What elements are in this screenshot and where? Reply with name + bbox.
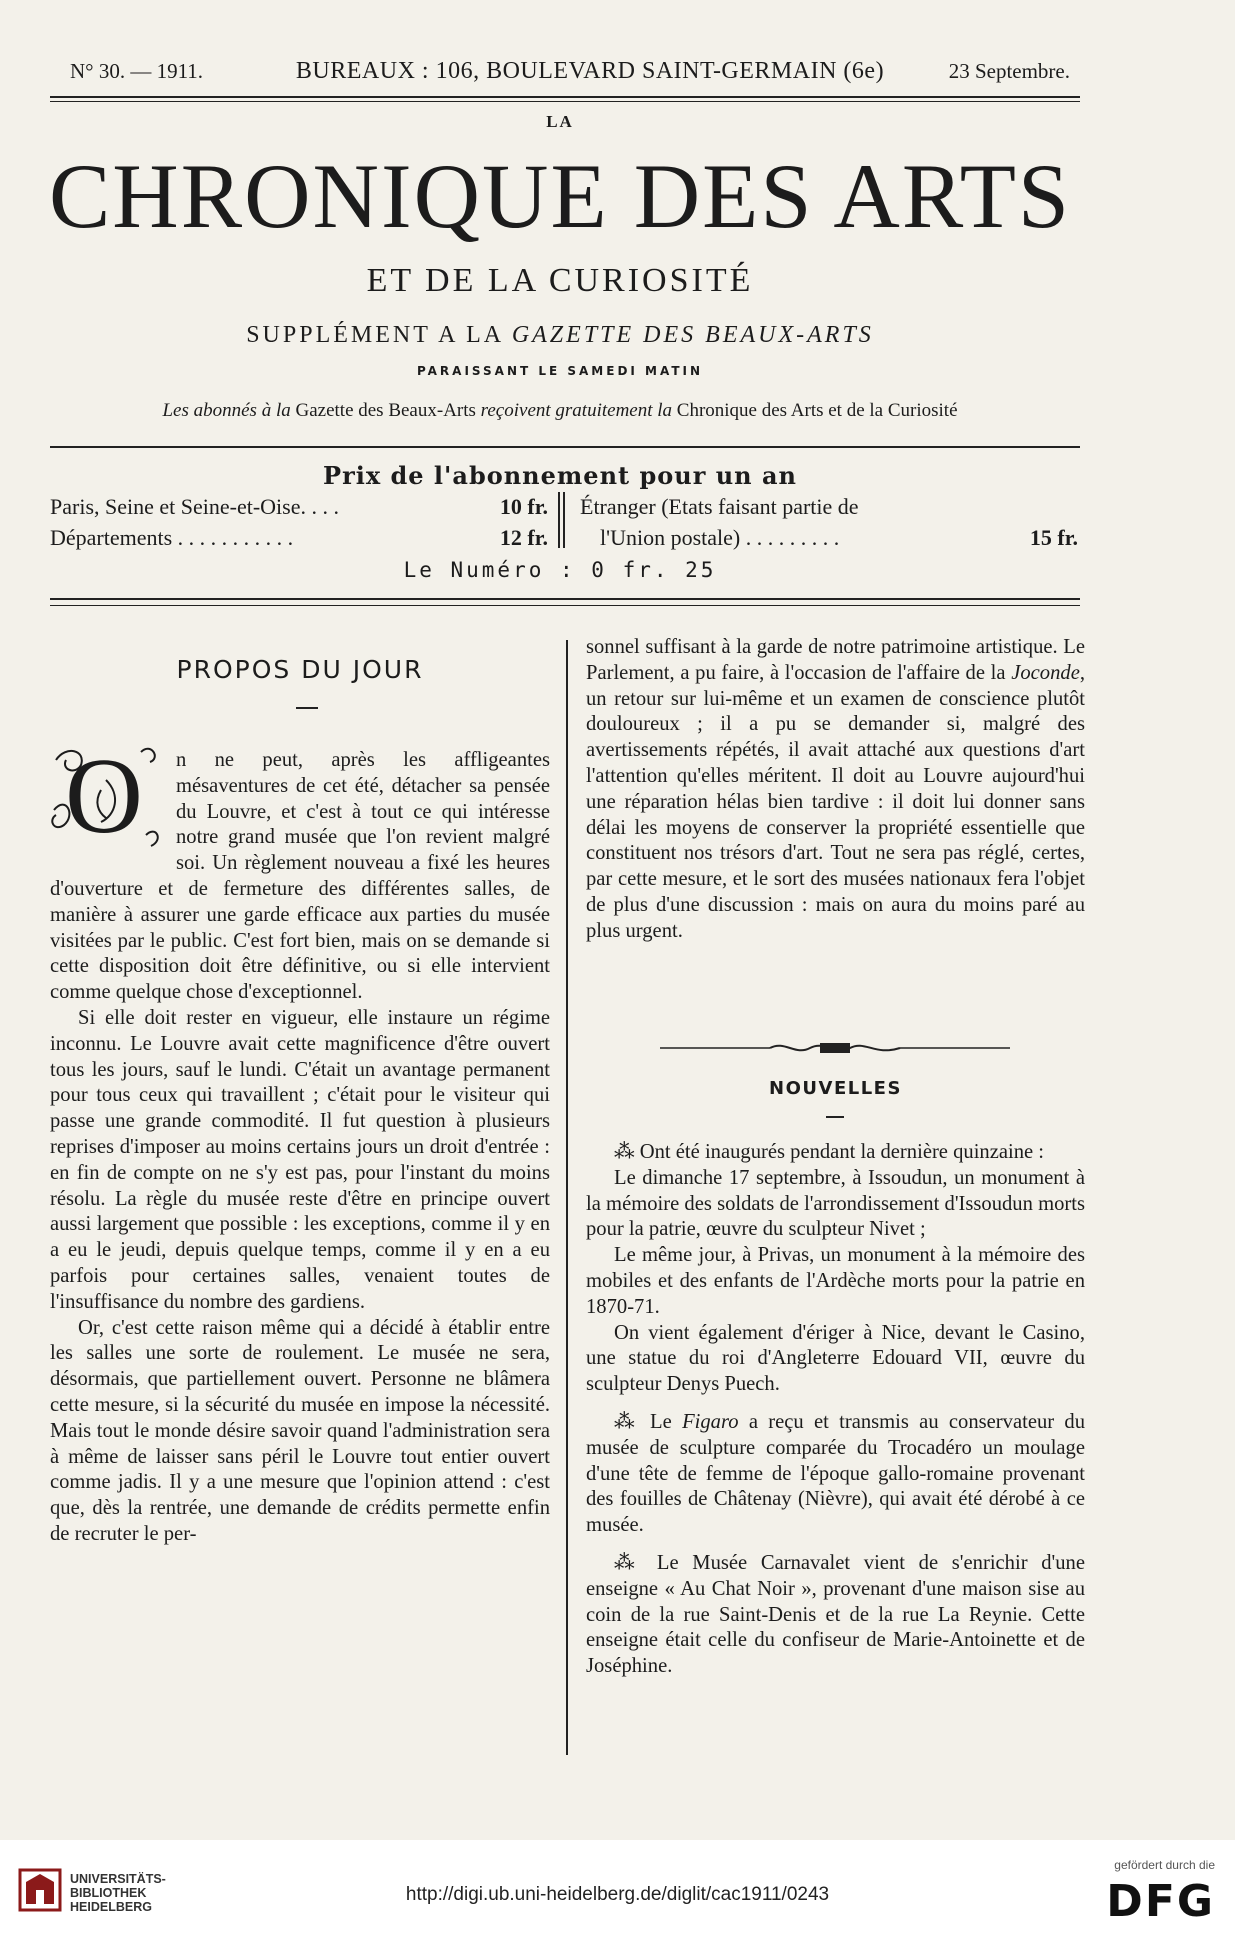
propos-column-right: [586, 635, 1085, 945]
nouvelles-item-1: [586, 1140, 1085, 1166]
digitization-footer: [0, 1840, 1235, 1941]
propos-p1-text: n ne peut, après les affligeantes mésaventures de cet été, détacher sa pensée du Louvre, et c'est à tout ce qui intéresse notre grand musée que l'on revient malgré soi. Un règlement nouveau a fixé les heures d'ouverture et de fermeture des différentes salles, de manière à assurer une garde efficace aux parties du musée visitées par le public. C'est fort bien, mais on se demande si cette disposition doit être définitive, ou si elle intervient comme quelque chose d'exceptionnel.: [50, 749, 550, 1004]
abonnes-part-1: Les abonnés à la: [162, 400, 291, 421]
column-separator: [566, 640, 568, 1755]
propos-p4-prefix: sonnel suffisant à la garde de notre patrimoine artistique. Le Parlement, a pu faire, à l'occasion de l'affaire de la: [586, 636, 1085, 684]
propos-column-left: [50, 740, 550, 1548]
masthead-la: LA: [546, 112, 574, 131]
abonnes-line: [40, 400, 1080, 422]
dfg-logo: DFG: [1106, 1876, 1215, 1927]
etranger-label-2: l'Union postale) . . . . . . . . .: [600, 525, 840, 550]
propos-p4-italic: Joconde: [1011, 661, 1080, 684]
nouvelles-item-3: Le même jour, à Privas, un monument à la mémoire des mobiles et des enfants de l'Ardèche morts pour la patrie en 1870-71.: [586, 1244, 1085, 1318]
issue-date: 23 Septembre.: [948, 59, 1070, 83]
supplement-line: [40, 322, 1080, 349]
bureaux-address: BUREAUX : 106, BOULEVARD SAINT-GERMAIN (6e): [295, 58, 885, 84]
price-top-rule: [50, 446, 1080, 448]
funding-note: gefördert durch die: [1114, 1858, 1215, 1872]
supplement-prefix: SUPPLÉMENT A LA: [246, 322, 503, 348]
propos-paragraph-2: Si elle doit rester en vigueur, elle instaure un régime inconnu. Le Louvre avait cette magnificence d'être ouvert tous les jours, sauf le lundi. C'était un avantage permanent pour tous ceux qui travaillent ; c'était pour le visiteur qui passe une grande commodité. Il fut question à plusieurs reprises d'imposer au moins certains jours un droit d'entrée : en fin de compte on ne s'y est pas, pour l'instant du moins résolu. La règle du musée reste d'être en principe ouvert aussi largement que possible : les exceptions, comme il y en a eu le jeudi, depuis quelque temps, comme il y en a eu parfois pour certaines salles, venaient toutes de l'insuffisance du nombre des gardiens.: [50, 1006, 550, 1313]
masthead-subtitle: ET DE LA CURIOSITÉ: [366, 262, 754, 299]
nouvelles-item-4: On vient également d'ériger à Nice, devant le Casino, une statue du roi d'Angleterre Edouard VII, œuvre du sculpteur Denys Puech.: [586, 1321, 1085, 1396]
propos-dash: [296, 707, 318, 709]
supplement-gazette: GAZETTE DES BEAUX-ARTS: [511, 322, 874, 348]
asterism-icon: ⁂: [614, 1141, 635, 1163]
paraissant-line: PARAISSANT LE SAMEDI MATIN: [416, 364, 704, 378]
propos-paragraph-1: [50, 740, 550, 1006]
nouvelles-item-5-italic: Figaro: [682, 1410, 739, 1433]
nouvelles-dash: [826, 1116, 844, 1118]
nouvelles-item-5-suffix: a reçu et transmis au conservateur du musée de sculpture comparée du Trocadéro un moulage d'une tête de femme de l'époque gallo-romaine provenant des fouilles de Châtenay (Nièvre), qui avait été dérobé à ce musée.: [586, 1410, 1085, 1537]
nouvelles-item-2: Le dimanche 17 septembre, à Issoudun, un monument à la mémoire des soldats de l'arrondissement d'Issoudun morts pour la patrie, œuvre du sculpteur Nivet ;: [586, 1166, 1085, 1241]
numero-price: Le Numéro : 0 fr. 25: [403, 558, 717, 582]
university-line-3: HEIDELBERG: [70, 1900, 152, 1914]
asterism-icon: ⁂: [614, 1410, 640, 1433]
university-line-2: BIBLIOTHEK: [70, 1886, 147, 1900]
nouvelles-item-1-text: Ont été inaugurés pendant la dernière quinzaine :: [639, 1141, 1045, 1163]
price-bottom-rule: [50, 598, 1080, 600]
dropcap-letter: O: [65, 740, 143, 852]
masthead-title: CHRONIQUE DES ARTS: [48, 145, 1072, 247]
nouvelles-item-6-text: Le Musée Carnavalet vient de s'enrichir d'une enseigne « Au Chat Noir », provenant d'une maison sise au coin de la rue Saint-Denis et de la rue La Reynie. Cette enseigne était celle du confiseur de Marie-Antoinette et de Joséphine.: [586, 1551, 1085, 1678]
price-bottom-rule-thin: [50, 605, 1080, 606]
propos-paragraph-4: [586, 635, 1085, 945]
paris-price: 10 fr.: [499, 494, 548, 519]
nouvelles-item-5-prefix: Le: [650, 1410, 672, 1433]
propos-paragraph-3: Or, c'est cette raison même qui a décidé à établir entre les salles une sorte de roulement. Le musée ne sera, désormais, que partiellement ouvert. Personne ne blâmera cette mesure, si la sécurité du musée en impose la nécessité. Mais tout le monde désire savoir quand l'administration sera à même de laisser sans péril le Louvre tout entier ouvert comme jadis. Il y a une mesure que l'opinion attend : c'est que, dès la rentrée, une demande de crédits permette enfin de recruter le per-: [50, 1316, 550, 1545]
abonnes-part-3: reçoivent gratuitement la: [480, 400, 673, 421]
abonnes-part-2: Gazette des Beaux-Arts: [295, 400, 476, 421]
nouvelles-heading: NOUVELLES: [769, 1078, 902, 1099]
departements-label: Départements . . . . . . . . . . .: [50, 525, 294, 550]
university-line-1: UNIVERSITÄTS-: [70, 1872, 166, 1886]
ornamental-dropcap-icon: [46, 740, 166, 852]
etranger-label-1: Étranger (Etats faisant partie de: [580, 494, 859, 519]
propos-heading: PROPOS DU JOUR: [176, 655, 424, 684]
etranger-price: 15 fr.: [1029, 525, 1078, 550]
nouvelles-column: [586, 1140, 1085, 1680]
permalink-url[interactable]: http://digi.ub.uni-heidelberg.de/diglit/cac1911/0243: [405, 1884, 830, 1905]
nouvelles-item-5: [586, 1410, 1085, 1539]
paris-label: Paris, Seine et Seine-et-Oise. . . .: [50, 494, 339, 519]
abonnes-part-4: Chronique des Arts et de la Curiosité: [676, 400, 958, 421]
issue-number: N° 30. — 1911.: [70, 59, 204, 83]
nouvelles-item-6: [586, 1551, 1085, 1680]
header-rule: [50, 96, 1080, 98]
price-separator: [558, 492, 565, 548]
asterism-icon: ⁂: [614, 1551, 644, 1574]
propos-p4-suffix: , un retour sur lui-même et un examen de conscience plutôt douloureux ; il a pu se demander si, malgré des avertissements répétés, il avait attaché aux questions d'art l'attention qu'elles méritent. Il doit au Louvre aujourd'hui une réparation hélas bien tardive : il doit lui donner sans délai les moyens de conserver la propriété essentielle que constituent nos trésors d'art. Tout ne sera pas réglé, certes, par cette mesure, et le sort des musées nationaux fera l'objet de plus d'une discussion : mais on aura du moins paré au plus urgent.: [586, 661, 1085, 942]
header-rule-thin: [50, 101, 1080, 102]
subscription-title: Prix de l'abonnement pour un an: [323, 461, 797, 490]
issue-header: [70, 58, 1070, 85]
departements-price: 12 fr.: [499, 525, 548, 550]
section-ornament-icon: [660, 1038, 1010, 1058]
